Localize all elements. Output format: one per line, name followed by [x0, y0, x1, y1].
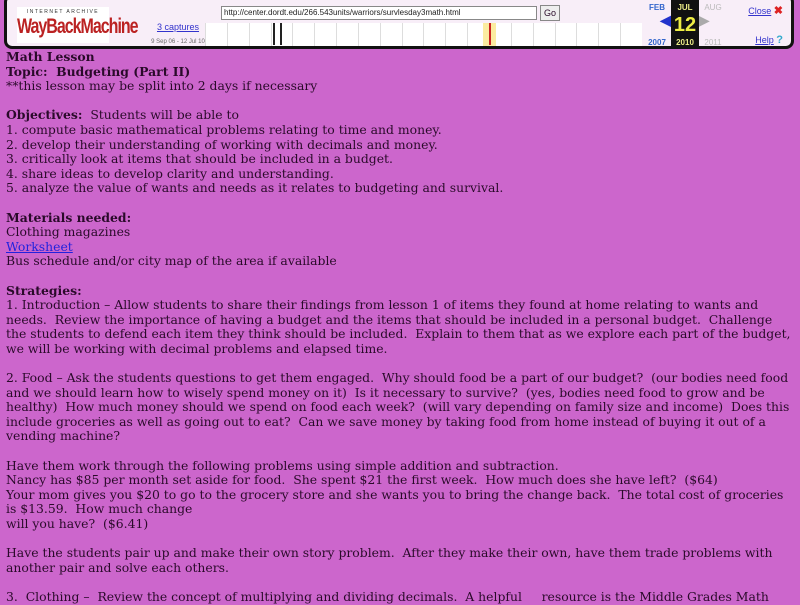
next-year-label: 2011 [704, 38, 722, 47]
help-link[interactable]: Help [755, 35, 774, 45]
logo-text: INTERNET ARCHIVE [26, 9, 100, 15]
next-month [699, 0, 727, 47]
strategy-introduction: 1. Introduction – Allow students to share their findings from lesson 1 of items they found at home relating to wants and needs. Review the importance of having a budget and the items that should be included in a personal budget. Challenge the students to defend each item they think should be included. Explain to them that as we explore each part of the budget, we will be working with decimal problems and elapsed time. [6, 297, 795, 356]
material-item: Clothing magazines [6, 224, 131, 240]
close-control[interactable] [748, 4, 783, 17]
current-capture-mark[interactable] [489, 23, 491, 45]
current-day: 12 [673, 14, 697, 36]
pair-activity: Have the students pair up and make their own story problem. After they make their own, have them trade problems with another pair and solve each others. [6, 545, 777, 575]
captures-link[interactable]: 3 captures [156, 22, 200, 32]
url-input[interactable]: http://center.dordt.edu/266.543units/warriors/survlesday3math.html [221, 6, 537, 20]
current-date [671, 0, 699, 49]
captures-info [147, 22, 209, 46]
close-link[interactable]: Close [748, 6, 772, 16]
problem-item: Your mom gives you $20 to go to the grocery store and she wants you to bring the change back. The total cost of groceries is $13.59. How much change [6, 486, 788, 517]
prev-month-label: FEB [649, 3, 665, 12]
objective-item: 4. share ideas to develop clarity and understanding. [6, 165, 334, 181]
wayback-toolbar [4, 0, 794, 49]
materials-heading: Materials needed: [6, 209, 132, 225]
logo-wordmark: WayBackMachine [17, 16, 138, 39]
objectives-intro: Students will be able to [82, 107, 239, 123]
objectives-heading: Objectives: [6, 107, 83, 123]
current-year: 2010 [676, 38, 694, 47]
strategy-clothing: 3. Clothing – Review the concept of multiplying and dividing decimals. A helpful resource is the Middle Grades Math [6, 588, 769, 604]
help-control[interactable] [755, 34, 783, 46]
captures-range: 9 Sep 06 - 12 Jul 10 [151, 39, 205, 45]
topic-heading: Topic: Budgeting (Part II) [6, 63, 191, 79]
objective-item: 3. critically look at items that should be included in a budget. [6, 151, 393, 167]
help-icon[interactable]: ? [776, 34, 783, 46]
split-note: **this lesson may be split into 2 days if necessary [6, 78, 318, 94]
capture-mark[interactable] [280, 23, 282, 45]
prev-month[interactable] [643, 0, 671, 47]
next-arrow-icon: ▶ [699, 12, 710, 28]
close-icon[interactable]: ✖ [773, 5, 783, 17]
objective-item: 2. develop their understanding of working with decimals and money. [6, 136, 438, 152]
current-month: JUL [677, 3, 693, 12]
wayback-logo[interactable] [17, 7, 138, 43]
material-item: Bus schedule and/or city map of the area if available [6, 253, 337, 269]
capture-mark[interactable] [273, 23, 275, 45]
next-month-label: AUG [704, 3, 722, 12]
capture-timeline[interactable] [137, 23, 642, 46]
prev-year-label: 2007 [648, 38, 666, 47]
go-button[interactable]: Go [540, 5, 560, 21]
objective-item: 5. analyze the value of wants and needs as it relates to budgeting and survival. [6, 180, 504, 196]
objective-item: 1. compute basic mathematical problems relating to time and money. [6, 121, 442, 137]
strategy-food: 2. Food – Ask the students questions to get them engaged. Why should food be a part of our budget? (our bodies need food and we should learn how to wisely spend money on it) Is it necessary to survive? (yes, bodies need food to grow and be healthy) How much money should we spend on food each week? (will vary depending on family size and income) Does this include groceries as well as going out to eat? Can we save money by taking food from home instead of buying it out of a vending machine? [6, 370, 794, 444]
page-title: Math Lesson [6, 49, 95, 64]
worksheet-link[interactable]: Worksheet [6, 238, 73, 254]
lesson-content [6, 50, 796, 605]
problem-item: will you have? ($6.41) [6, 516, 149, 531]
prev-arrow-icon[interactable]: ◀ [660, 12, 671, 28]
strategies-heading: Strategies: [6, 282, 82, 298]
problem-item: Nancy has $85 per month set aside for food. She spent $21 the first week. How much does she have left? ($64) [6, 472, 718, 488]
problems-intro: Have them work through the following problems using simple addition and subtraction. [6, 457, 559, 473]
